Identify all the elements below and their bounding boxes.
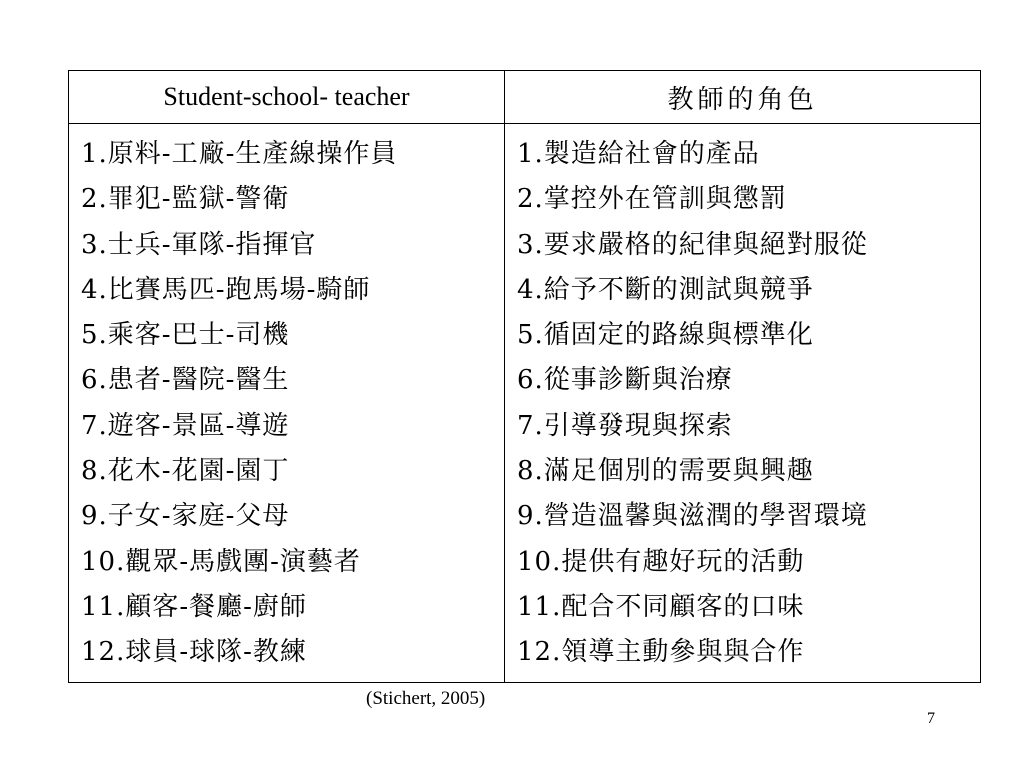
- table-body-row: [69, 124, 981, 683]
- list-item: 3.要求嚴格的紀律與絕對服從: [517, 229, 868, 260]
- header-student-school-teacher: Student-school- teacher: [69, 71, 505, 124]
- list-item: 12.領導主動參與與合作: [517, 637, 805, 668]
- list-item: 5.乘客-巴士-司機: [81, 320, 290, 351]
- metaphor-cell: [69, 124, 505, 683]
- list-item: 1.原料-工廠-生產線操作員: [81, 139, 398, 169]
- table-header-row: [69, 71, 981, 124]
- list-item: 7.遊客-景區-導遊: [81, 410, 290, 441]
- list-item: 4.比賽馬匹-跑馬場-騎師: [81, 274, 371, 305]
- citation: (Stichert, 2005): [366, 688, 486, 709]
- list-item: 4.給予不斷的測試與競爭: [517, 274, 814, 305]
- role-list: [517, 132, 980, 676]
- list-item: 6.患者-醫院-醫生: [81, 365, 290, 396]
- list-item: 7.引導發現與探索: [517, 410, 733, 441]
- list-item: 10.提供有趣好玩的活動: [517, 546, 805, 577]
- metaphor-list: [81, 132, 504, 676]
- list-item: 11.顧客-餐廳-廚師: [81, 591, 307, 622]
- page-number: 7: [927, 710, 935, 727]
- list-item: 2.掌控外在管訓與懲罰: [517, 184, 787, 215]
- list-item: 10.觀眾-馬戲團-演藝者: [81, 546, 361, 577]
- list-item: 9.子女-家庭-父母: [81, 501, 290, 532]
- list-item: 3.士兵-軍隊-指揮官: [81, 229, 317, 260]
- header-teacher-role: 教師的角色: [505, 71, 981, 124]
- list-item: 11.配合不同顧客的口味: [517, 591, 805, 622]
- list-item: 6.從事診斷與治療: [517, 365, 733, 396]
- role-cell: [505, 124, 981, 683]
- roles-table: [68, 70, 981, 683]
- list-item: 2.罪犯-監獄-警衛: [81, 184, 290, 215]
- list-item: 12.球員-球隊-教練: [81, 637, 307, 668]
- list-item: 9.營造溫馨與滋潤的學習環境: [517, 501, 868, 532]
- list-item: 8.滿足個別的需要與興趣: [517, 456, 814, 487]
- list-item: 1.製造給社會的產品: [517, 139, 760, 169]
- list-item: 5.循固定的路線與標準化: [517, 320, 814, 351]
- list-item: 8.花木-花園-園丁: [81, 456, 290, 487]
